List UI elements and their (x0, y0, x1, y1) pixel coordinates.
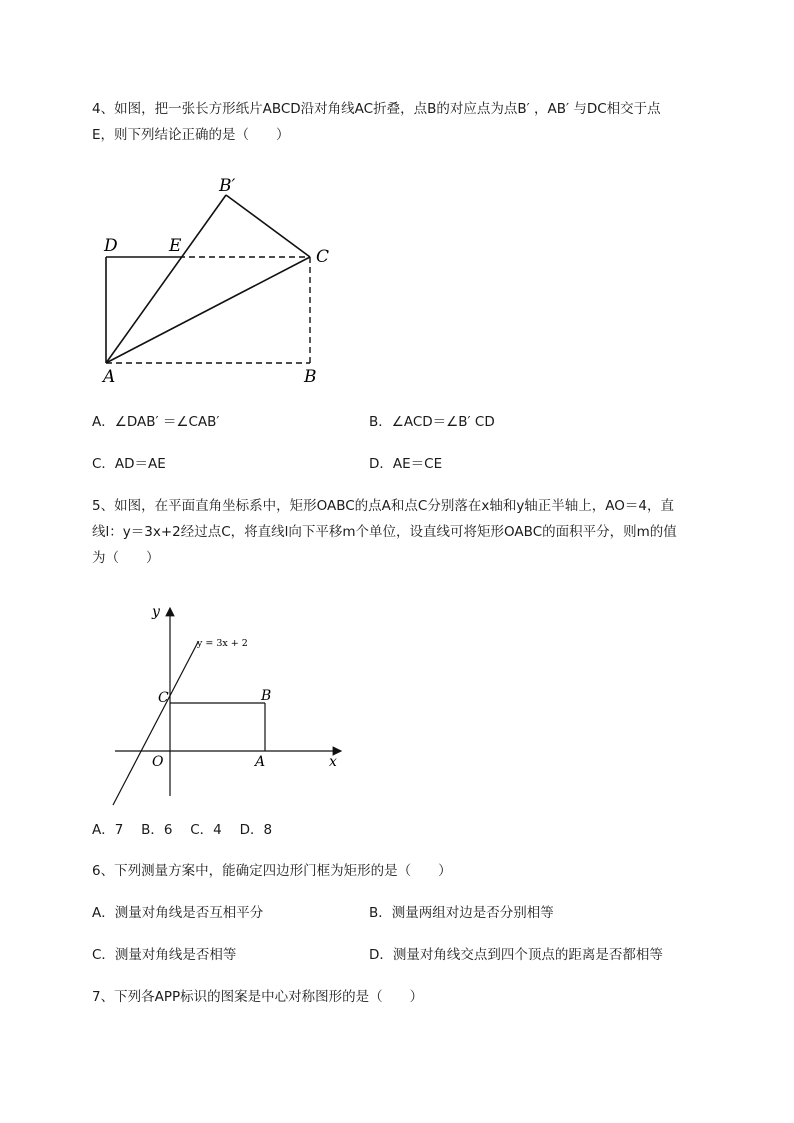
q4-option-a: A．∠DAB′ ＝∠CAB′ (92, 414, 220, 430)
q6-stem: 6、下列测量方案中，能确定四边形门框为矩形的是（ ） (92, 863, 452, 879)
q5-label-y: y (152, 604, 160, 620)
q6-option-c: C．测量对角线是否相等 (92, 947, 237, 963)
q4-option-d: D．AE＝CE (369, 456, 443, 472)
q4-segment-AC (106, 257, 310, 363)
q4-segment-B-prime-C (226, 195, 310, 257)
q5-label-C: C (158, 690, 169, 706)
q6-option-a: A．测量对角线是否互相平分 (92, 905, 264, 921)
q5-options: A．7 B．6 C．4 D．8 (92, 822, 273, 838)
q4-label-B-prime: B′ (219, 176, 236, 196)
q4-figure (95, 170, 345, 390)
q4-label-D: D (104, 236, 118, 256)
q6-option-b: B．测量两组对边是否分别相等 (369, 905, 554, 921)
q5-label-B: B (261, 688, 272, 704)
q5-stem-line2: 线l：y＝3x+2经过点C，将直线l向下平移m个单位，设直线可将矩形OABC的面积平分，则m的值 (92, 524, 677, 540)
q7-stem: 7、下列各APP标识的图案是中心对称图形的是（ ） (92, 989, 424, 1005)
q5-label-x: x (329, 754, 337, 770)
q4-label-A: A (103, 367, 116, 387)
q5-figure (105, 598, 355, 810)
q5-label-O: O (152, 754, 164, 770)
q4-label-C: C (316, 247, 330, 267)
q5-stem-line1: 5、如图，在平面直角坐标系中，矩形OABC的点A和点C分别落在x轴和y轴正半轴上，AO＝4，直 (92, 498, 675, 514)
q4-option-c: C．AD＝AE (92, 456, 166, 472)
q4-segment-AB-prime (106, 195, 226, 363)
q4-label-E: E (169, 236, 182, 256)
q5-label-A: A (255, 754, 266, 770)
q5-stem-line3: 为（ ） (92, 550, 160, 566)
q4-stem-line1: 4、如图，把一张长方形纸片ABCD沿对角线AC折叠，点B的对应点为点B′ ，AB′ 与DC相交于点 (92, 101, 661, 117)
q4-option-b: B．∠ACD＝∠B′ CD (369, 414, 495, 430)
q4-label-B: B (304, 367, 317, 387)
q5-line-l (113, 642, 198, 805)
q6-option-d: D．测量对角线交点到四个顶点的距离是否都相等 (369, 947, 663, 963)
q5-line-equation-label: y = 3x + 2 (197, 638, 248, 649)
q4-stem-line2: E，则下列结论正确的是（ ） (92, 127, 290, 143)
